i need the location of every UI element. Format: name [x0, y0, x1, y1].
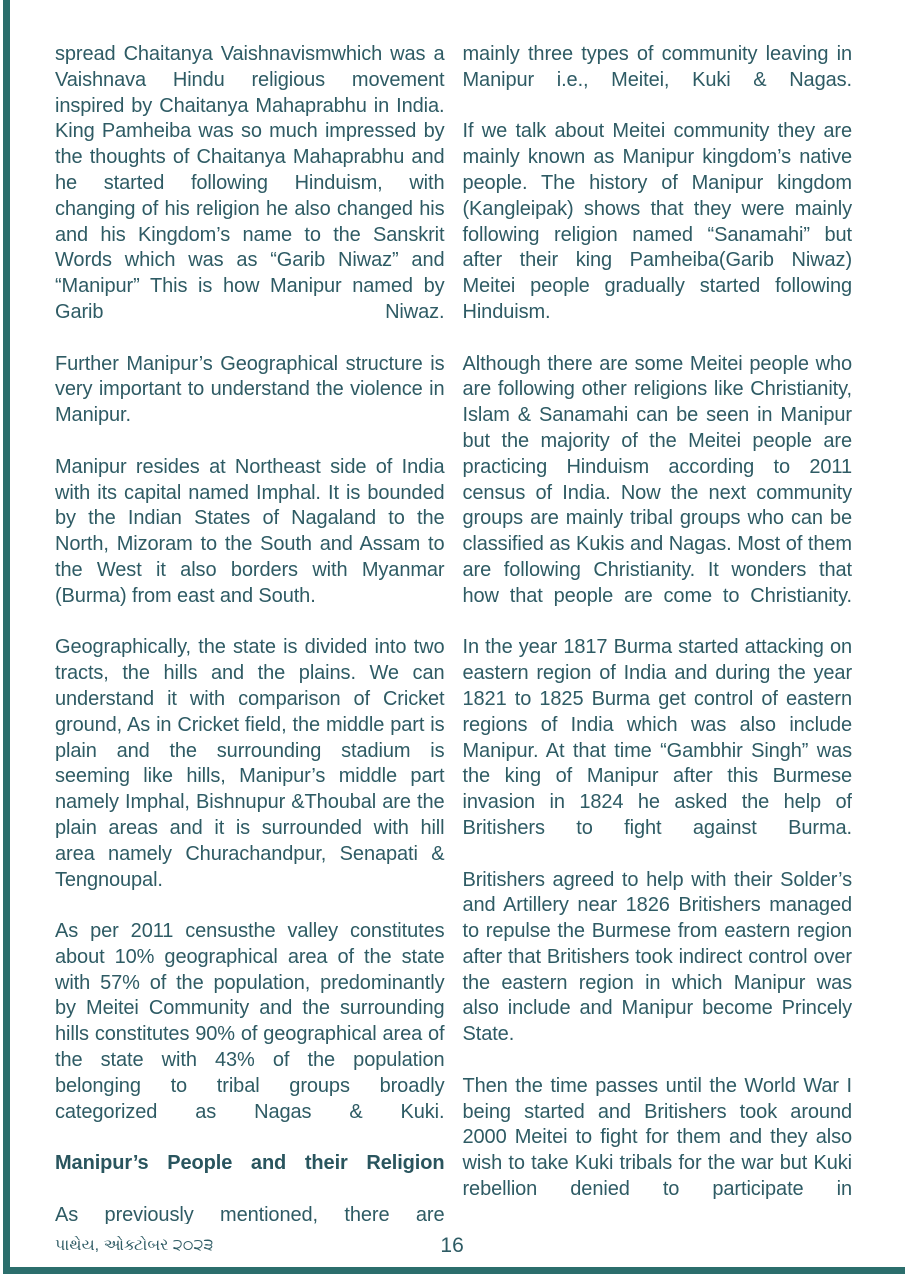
paragraph: If we talk about Meitei community they are mainly known as Manipur kingdom’s native people. The history of Manipur kingdom (Kangleipak) shows that they were mainly following religion named “Sanamahi” but after their king Pamheiba(Garib Niwaz) Meitei people gradually started following Hinduism.: [462, 120, 852, 323]
paragraph: As previously mentioned, there are: [55, 1203, 445, 1224]
page-footer: [55, 1234, 852, 1258]
journal-name: પાથેય, ઓક્ટોબર ੨੦੨੩: [55, 1237, 214, 1254]
left-accent-rule: [3, 0, 10, 1272]
paragraph: Geographically, the state is divided into two tracts, the hills and the plains. We can understand it with comparison of Cricket ground, As in Cricket field, the middle part is plain and the surrounding stadium is seeming like hills, Manipur’s middle part namely Imphal, Bishnupur &Thoubal are the plain areas and it is surrounded with hill area namely Churachandpur, Senapati & Tengnoupal.: [55, 636, 445, 891]
left-column: [55, 42, 445, 1224]
section-heading: Manipur’s People and their Religion: [55, 1152, 445, 1175]
paragraph: As per 2011 censusthe valley constitutes about 10% geographical area of the state with 57% of the population, predominantly by Meitei Community and the surrounding hills constitutes 90% of geographical area of the state with 43% of the population belonging to tribal groups broadly categorized as Nagas & Kuki.: [55, 920, 445, 1123]
paragraph: In the year 1817 Burma started attacking on eastern region of India and during the year 1821 to 1825 Burma get control of eastern regions of India which was also include Manipur. At that time “Gambhir Singh” was the king of Manipur after this Burmese invasion in 1824 he asked the help of Britishers to fight against Burma.: [462, 636, 852, 839]
paragraph: Then the time passes until the World War I being started and Britishers took around 2000 Meitei to fight for them and they also wish to take Kuki tribals for the war but Kuki rebellion denied to participate in: [462, 1074, 852, 1201]
paragraph: Further Manipur’s Geographical structure is very important to understand the violence in Manipur.: [55, 352, 445, 427]
bottom-accent-rule: [3, 1267, 905, 1274]
paragraph: Manipur resides at Northeast side of India with its capital named Imphal. It is bounded by the Indian States of Nagaland to the North, Mizoram to the South and Assam to the West it also borders with Myanmar (Burma) from east and South.: [55, 455, 445, 607]
paragraph: mainly three types of community leaving in Manipur i.e., Meitei, Kuki & Nagas.: [462, 43, 852, 91]
paragraph: Although there are some Meitei people who are following other religions like Christianity, Islam & Sanamahi can be seen in Manipur but the majority of the Meitei people are practicing Hinduism according to 2011 census of India. Now the next community groups are mainly tribal groups who can be classified as Kukis and Nagas. Most of them are following Christianity. It wonders that how that people are come to Christianity.: [462, 352, 852, 607]
paragraph: Britishers agreed to help with their Solder’s and Artillery near 1826 Britishers managed to repulse the Burmese from eastern region after that Britishers took indirect control over the eastern region in which Manipur was also include and Manipur become Princely State.: [462, 868, 852, 1046]
right-column: [463, 42, 853, 1224]
article-body: [55, 42, 852, 1224]
paragraph: spread Chaitanya Vaishnavismwhich was a Vaishnava Hindu religious movement inspired by Chaitanya Mahaprabhu in India. King Pamheiba was so much impressed by the thoughts of Chaitanya Mahaprabhu and he started following Hinduism, with changing of his religion he also changed his and his Kingdom’s name to the Sanskrit Words which was as “Garib Niwaz” and “Manipur” This is how Manipur named by Garib Niwaz.: [55, 43, 445, 323]
page-number: 16: [440, 1234, 464, 1257]
